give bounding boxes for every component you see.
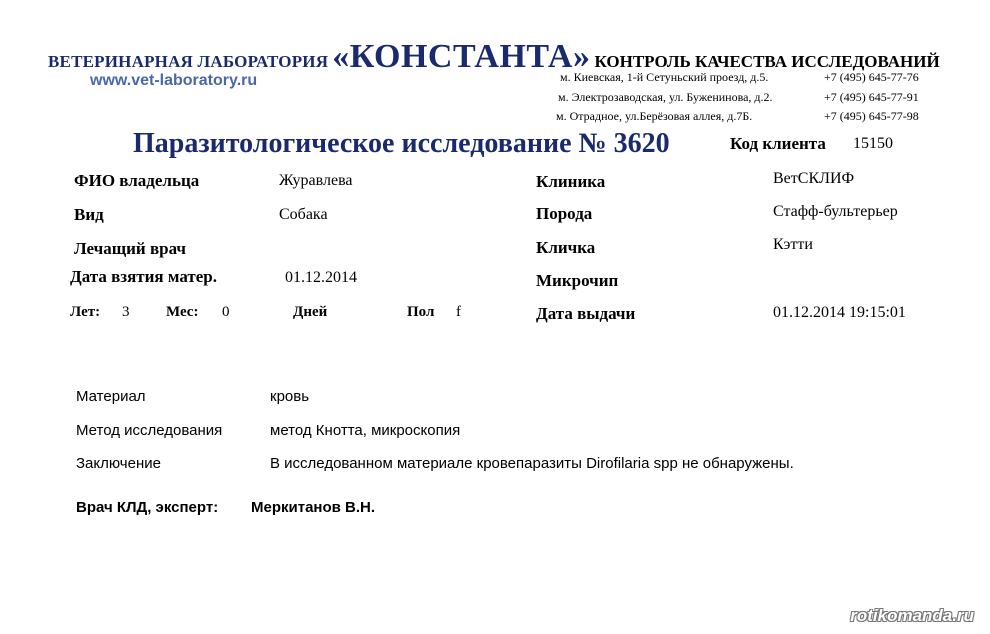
lab-header [48,38,940,76]
phone-1: +7 (495) 645-77-76 [824,70,919,84]
months-value: 0 [222,304,230,320]
pet-name-label: Кличка [536,238,596,257]
clinic-value: ВетСКЛИФ [773,170,855,187]
doctor-label: Лечащий врач [74,239,186,258]
species-value: Собака [279,206,328,223]
months-label: Мес: [166,304,199,320]
conclusion-value: В исследованном материале кровепаразиты Dirofilaria spp не обнаружены. [270,455,794,472]
method-value: метод Кнотта, микроскопия [270,422,461,439]
address-1: м. Киевская, 1-й Сетуньский проезд, д.5. [560,70,769,84]
microchip-label: Микрочип [536,271,619,290]
breed-label: Порода [536,204,593,223]
owner-value: Журавлева [279,172,353,189]
watermark: rotikomanda.ru [850,606,974,625]
lab-prefix: ВЕТЕРИНАРНАЯ ЛАБОРАТОРИЯ [48,52,329,71]
sample-date-label: Дата взятия матер. [70,267,217,286]
client-code-label: Код клиента [730,134,826,153]
sex-value: f [456,304,461,320]
issue-date-value: 01.12.2014 19:15:01 [773,304,906,321]
material-label: Материал [76,388,146,405]
phone-3: +7 (495) 645-77-98 [824,109,919,123]
material-value: кровь [270,388,310,405]
sample-date-value: 01.12.2014 [285,269,357,286]
years-label: Лет: [70,304,101,320]
lab-name: «КОНСТАНТА» [332,38,591,75]
sex-label: Пол [407,304,435,320]
pet-name-value: Кэтти [773,236,813,253]
website-link[interactable]: www.vet-laboratory.ru [90,72,258,89]
phone-2: +7 (495) 645-77-91 [824,90,919,104]
days-label: Дней [293,304,328,320]
breed-value: Стафф-бультерьер [773,203,898,220]
method-label: Метод исследования [76,422,223,439]
address-3: м. Отрадное, ул.Берёзовая аллея, д.7Б. [556,109,753,123]
client-code-value: 15150 [853,135,893,152]
address-2: м. Электрозаводская, ул. Буженинова, д.2. [558,90,773,104]
clinic-label: Клиника [536,172,606,191]
report-title: Паразитологическое исследование № 3620 [133,128,670,159]
lab-suffix: КОНТРОЛЬ КАЧЕСТВА ИССЛЕДОВАНИЙ [594,52,940,71]
owner-label: ФИО владельца [74,171,200,190]
years-value: 3 [122,304,130,320]
signature-label: Врач КЛД, эксперт: [76,499,219,516]
issue-date-label: Дата выдачи [536,304,636,323]
species-label: Вид [74,205,104,224]
conclusion-label: Заключение [76,455,161,472]
signature-name: Меркитанов В.Н. [251,499,376,516]
